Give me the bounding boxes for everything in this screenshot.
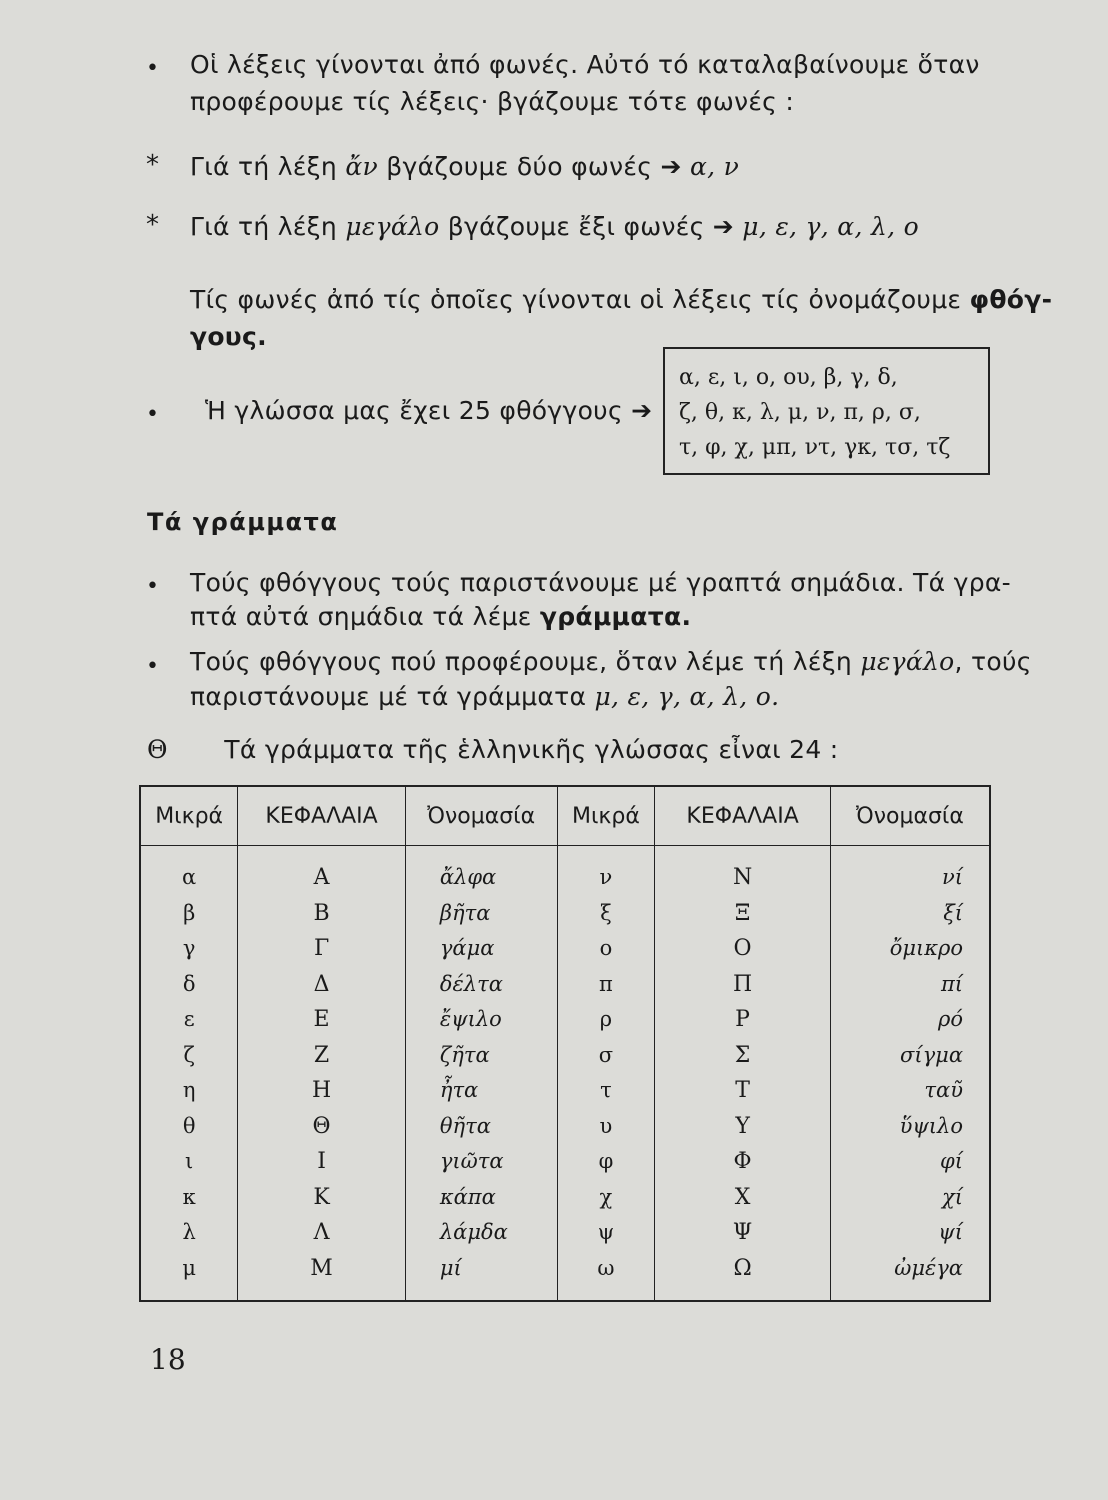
phthongs-box <box>663 347 990 475</box>
table-letter-name: ὕψιλο <box>899 1113 963 1138</box>
table-letter-name: πί <box>940 971 963 996</box>
alphabet-count-line: Θ Τά γράμματα τῆς ἑλληνικῆς γλώσσας εἶναι 24 : <box>147 735 839 764</box>
table-lowercase-letter: γ <box>182 936 196 960</box>
page-number: 18 <box>150 1343 186 1376</box>
header-uppercase: ΚΕΦΑΛΑΙΑ <box>238 786 406 846</box>
header-name: Ὀνομασία <box>405 786 557 846</box>
table-uppercase-letter: Ν <box>732 865 753 890</box>
example-1: Γιά τή λέξη ἄν βγάζουμε δύο φωνές ➔ α, ν <box>190 152 740 181</box>
table-lowercase-letter: λ <box>182 1220 196 1244</box>
table-header-row <box>140 786 990 846</box>
table-lowercase-letter: ι <box>185 1149 194 1173</box>
table-uppercase-letter: Φ <box>733 1149 752 1174</box>
table-lowercase-letter: β <box>183 900 196 925</box>
phthongs-row: α, ε, ι, ο, ου, β, γ, δ, <box>679 365 898 390</box>
table-letter-name: μί <box>439 1255 462 1280</box>
uppercase-column <box>238 846 406 1302</box>
table-lowercase-letter: α <box>182 865 197 889</box>
table-uppercase-letter: Ξ <box>734 900 751 926</box>
table-letter-name: ὠμέγα <box>894 1255 963 1280</box>
bullet: • <box>146 56 159 81</box>
table-letter-name: κάπα <box>439 1184 496 1209</box>
table-lowercase-letter: ψ <box>597 1220 615 1244</box>
table-uppercase-letter: Ι <box>317 1149 326 1174</box>
table-letter-name: χί <box>942 1184 963 1209</box>
arrow-right-icon: ➔ <box>712 212 735 241</box>
table-letter-name: ξί <box>943 900 963 925</box>
table-letter-name: σίγμα <box>900 1042 963 1067</box>
table-letter-name: γάμα <box>439 936 495 960</box>
name-column <box>830 846 990 1302</box>
bullet: • <box>146 402 159 427</box>
letters-para-2-line-2: παριστάνουμε μέ τά γράμματα μ, ε, γ, α, λ, ο. <box>190 682 780 711</box>
lowercase-column <box>140 846 238 1302</box>
intro-line-2: προφέρουμε τίς λέξεις· βγάζουμε τότε φωνές : <box>190 87 795 116</box>
table-letter-name: ἄλφα <box>439 865 497 889</box>
uppercase-column <box>655 846 831 1302</box>
arrow-right-icon: ➔ <box>660 152 682 181</box>
table-lowercase-letter: ε <box>183 1007 195 1031</box>
table-lowercase-letter: φ <box>598 1149 614 1173</box>
table-lowercase-letter: υ <box>599 1113 613 1138</box>
table-uppercase-letter: Ζ <box>313 1042 330 1068</box>
table-lowercase-letter: ξ <box>600 900 612 925</box>
table-letter-name: θῆτα <box>439 1113 491 1138</box>
table-body-row <box>140 846 990 1302</box>
table-lowercase-letter: ο <box>599 936 613 960</box>
bullet: • <box>146 574 159 599</box>
table-uppercase-letter: Χ <box>734 1184 751 1210</box>
theta-marker: Θ <box>147 735 168 764</box>
name-column <box>405 846 557 1302</box>
letters-para-2-line-1: Τούς φθόγγους πού προφέρουμε, ὅταν λέμε τή λέξη μεγάλο, τούς <box>190 647 1032 676</box>
asterisk: * <box>146 210 159 240</box>
asterisk: * <box>146 150 159 180</box>
table-uppercase-letter: Θ <box>312 1113 331 1139</box>
letters-para-1-line-1: Τούς φθόγγους τούς παριστάνουμε μέ γραπτά σημάδια. Τά γρα- <box>190 568 1011 597</box>
table-letter-name: δέλτα <box>439 971 503 996</box>
table-uppercase-letter: Δ <box>313 971 330 997</box>
table-letter-name: ἔψιλο <box>439 1007 502 1031</box>
table-uppercase-letter: Σ <box>734 1042 751 1068</box>
arrow-right-icon: ➔ <box>631 396 653 425</box>
header-lowercase: Μικρά <box>140 786 238 846</box>
table-letter-name: φί <box>940 1149 963 1173</box>
table-uppercase-letter: Η <box>311 1078 332 1103</box>
phthongs-row: τ, φ, χ, μπ, ντ, γκ, τσ, τζ <box>679 435 951 460</box>
table-letter-name: ψί <box>938 1220 963 1244</box>
table-uppercase-letter: Ε <box>313 1007 330 1032</box>
table-letter-name: βῆτα <box>439 900 491 925</box>
table-lowercase-letter: ζ <box>183 1042 195 1067</box>
table-lowercase-letter: σ <box>598 1042 614 1067</box>
table-uppercase-letter: Μ <box>310 1255 333 1281</box>
letters-para-1-line-2: πτά αὐτά σημάδια τά λέμε γράμματα. <box>190 602 692 631</box>
table-uppercase-letter: Ρ <box>735 1007 750 1032</box>
table-uppercase-letter: Λ <box>313 1220 330 1245</box>
table-uppercase-letter: Ψ <box>732 1220 753 1245</box>
table-uppercase-letter: Κ <box>313 1184 330 1210</box>
section-heading: Τά γράμματα <box>147 508 339 536</box>
table-letter-name: λάμδα <box>439 1220 508 1244</box>
table-letter-name: ταῦ <box>924 1078 963 1102</box>
header-lowercase: Μικρά <box>557 786 655 846</box>
table-letter-name: γιῶτα <box>439 1149 504 1173</box>
table-lowercase-letter: μ <box>182 1255 196 1280</box>
table-lowercase-letter: ρ <box>599 1007 613 1031</box>
table-letter-name: ὄμικρο <box>889 936 963 960</box>
definition-line-1: Τίς φωνές ἀπό τίς ὁποῖες γίνονται οἱ λέξεις τίς ὀνομάζουμε φθόγ- <box>190 285 1053 314</box>
header-name: Ὀνομασία <box>830 786 990 846</box>
table-uppercase-letter: Β <box>313 900 330 926</box>
table-uppercase-letter: Γ <box>313 936 330 961</box>
definition-line-2: γους. <box>190 322 267 351</box>
table-lowercase-letter: η <box>182 1078 196 1102</box>
table-lowercase-letter: κ <box>182 1184 196 1209</box>
bullet: • <box>146 654 159 679</box>
table-lowercase-letter: δ <box>182 971 196 996</box>
phthongs-row: ζ, θ, κ, λ, μ, ν, π, ρ, σ, <box>679 400 921 425</box>
table-lowercase-letter: π <box>599 971 613 996</box>
table-uppercase-letter: Ω <box>733 1255 752 1281</box>
table-lowercase-letter: χ <box>599 1184 613 1209</box>
table-letter-name: ρό <box>938 1007 963 1031</box>
table-lowercase-letter: τ <box>600 1078 612 1102</box>
table-lowercase-letter: ω <box>597 1255 615 1280</box>
alphabet-table <box>139 785 991 1302</box>
table-uppercase-letter: Ο <box>733 936 752 961</box>
table-letter-name: νί <box>942 865 963 889</box>
header-uppercase: ΚΕΦΑΛΑΙΑ <box>655 786 831 846</box>
example-2: Γιά τή λέξη μεγάλο βγάζουμε ἔξι φωνές ➔ μ, ε, γ, α, λ, ο <box>190 212 919 241</box>
table-uppercase-letter: Π <box>732 971 753 997</box>
table-letter-name: ζῆτα <box>439 1042 490 1067</box>
table-uppercase-letter: Τ <box>735 1078 750 1103</box>
table-uppercase-letter: Α <box>313 865 330 890</box>
lowercase-column <box>557 846 655 1302</box>
phthongs-count: Ἡ γλώσσα μας ἔχει 25 φθόγγους ➔ <box>205 396 653 425</box>
table-letter-name: ἦτα <box>439 1078 479 1102</box>
intro-line-1: Οἱ λέξεις γίνονται ἀπό φωνές. Αὐτό τό καταλαβαίνουμε ὅταν <box>190 50 980 79</box>
table-uppercase-letter: Υ <box>735 1113 750 1139</box>
table-lowercase-letter: θ <box>182 1113 196 1138</box>
table-lowercase-letter: ν <box>599 865 613 889</box>
